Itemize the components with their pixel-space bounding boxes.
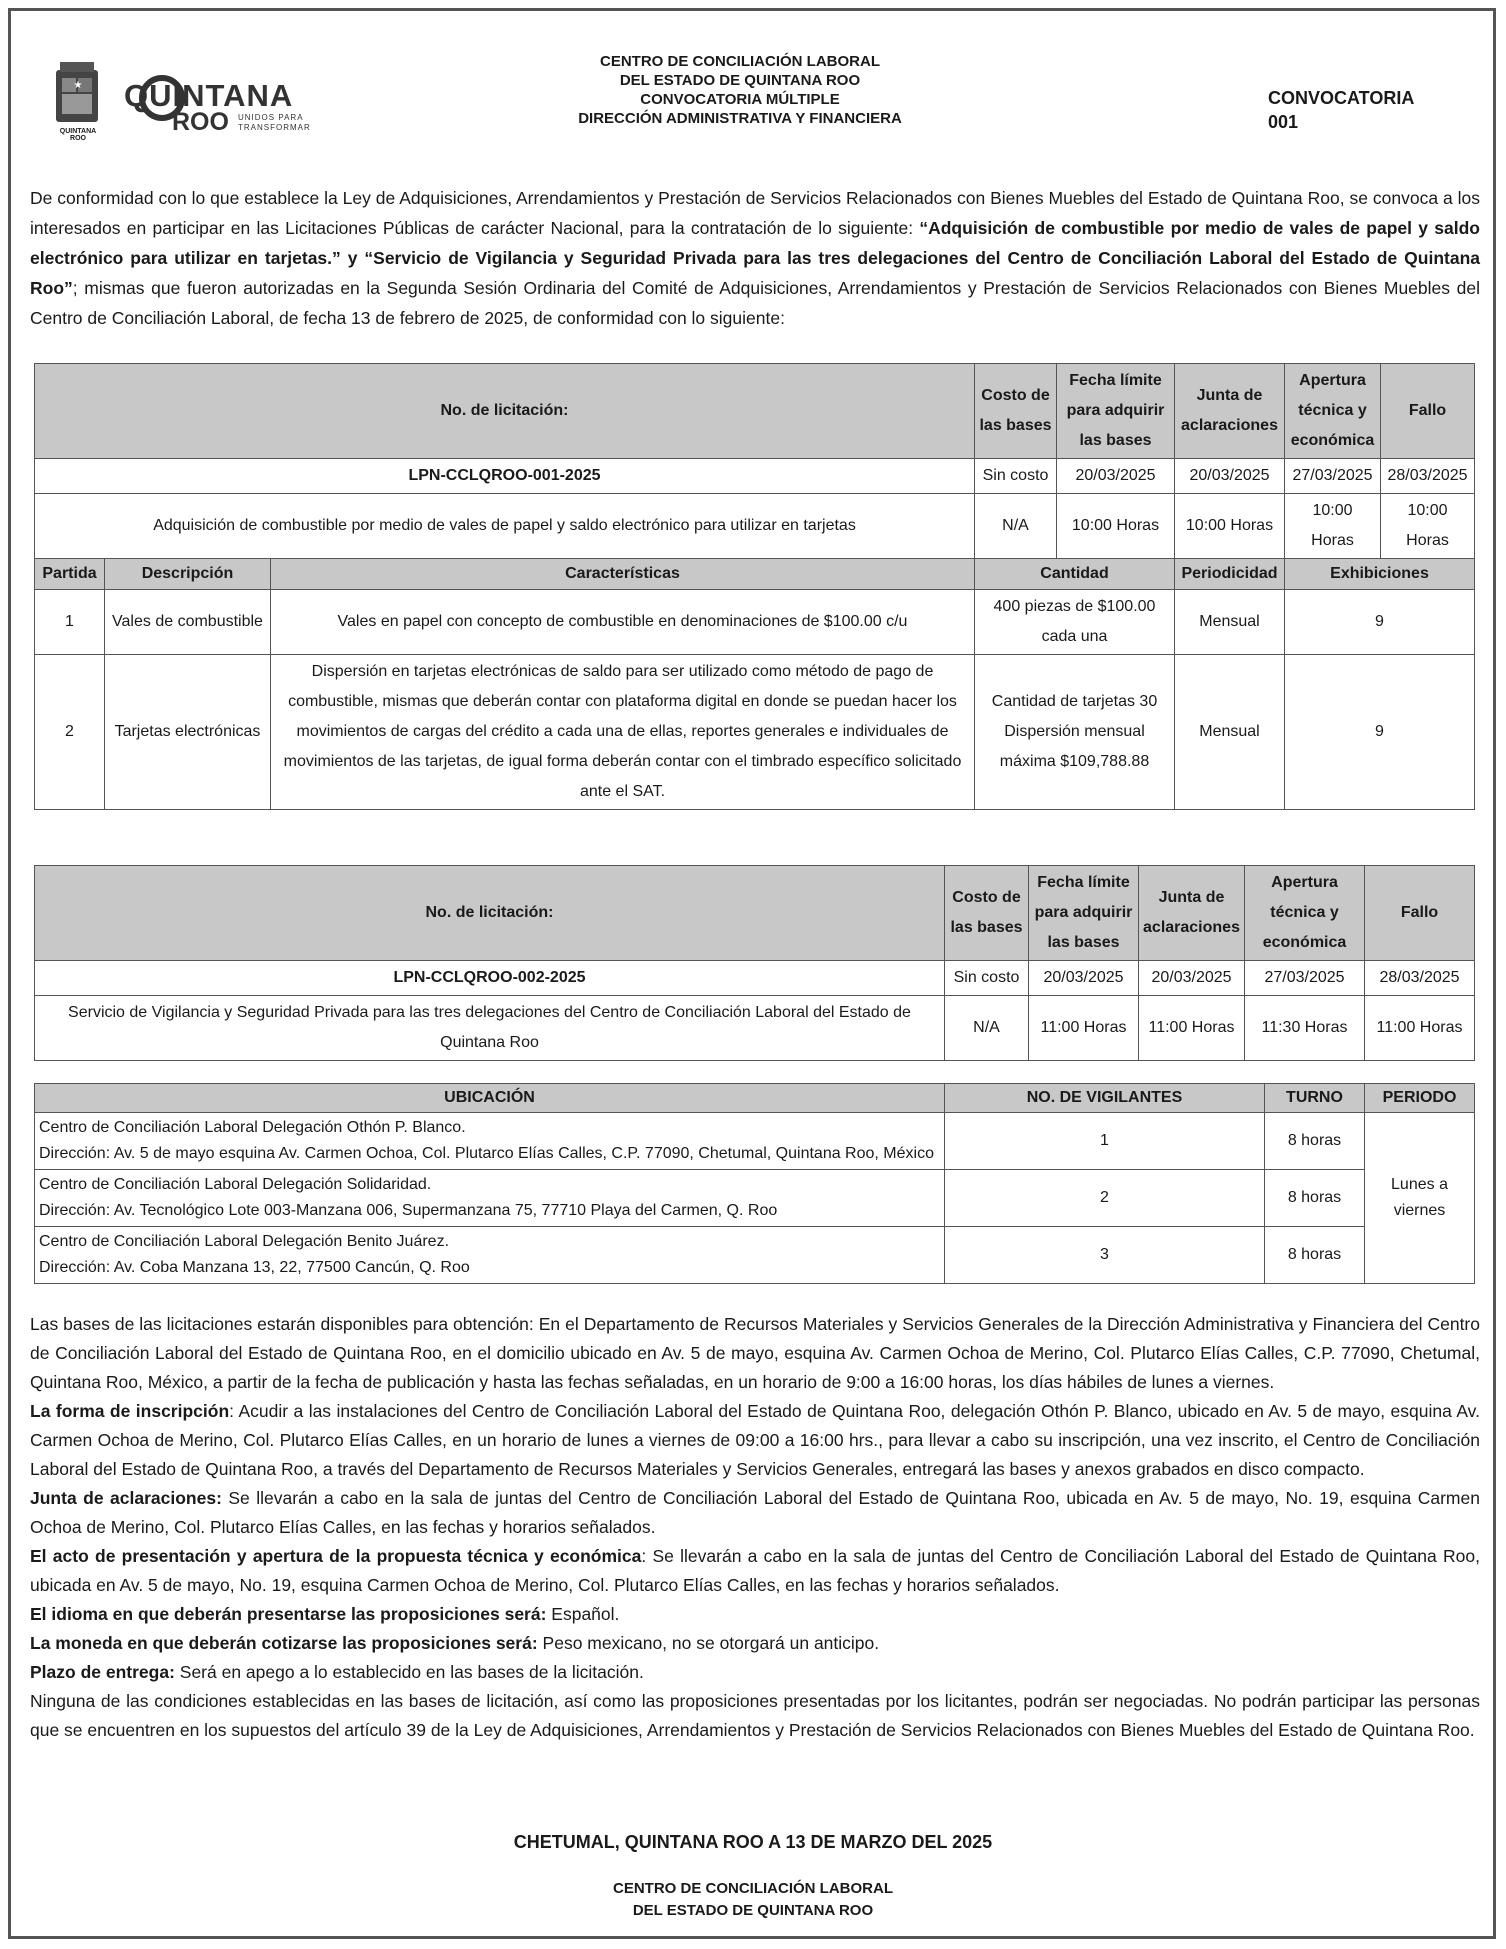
licitacion-descripcion: Adquisición de combustible por medio de vales de papel y saldo electrónico para utilizar en tarjetas [35,494,975,559]
junta-hora: 11:00 Horas [1139,996,1245,1061]
table-row [35,1170,1475,1227]
idioma-text: Español. [546,1604,620,1624]
subheader-exhibiciones: Exhibiciones [1285,559,1475,590]
subheader-cantidad: Cantidad [975,559,1175,590]
licitacion-number: LPN-CCLQROO-002-2025 [35,961,945,996]
subheader-ubicacion: UBICACIÓN [35,1084,945,1113]
fallo-hora: 10:00 Horas [1381,494,1475,559]
junta-label: Junta de aclaraciones: [30,1488,222,1508]
periodo-cell: Lunes a viernes [1365,1113,1475,1284]
subheader-partida: Partida [35,559,105,590]
body-text [30,1310,1480,1745]
costo-value: N/A [945,996,1029,1061]
periodicidad-cell: Mensual [1175,590,1285,655]
table-row [35,1227,1475,1284]
ubicacion-direccion: Dirección: Av. Tecnológico Lote 003-Manzana 006, Supermanzana 75, 77710 Playa del Carmen, Q. Roo [39,1202,778,1219]
ubicacion-direccion: Dirección: Av. 5 de mayo esquina Av. Carmen Ochoa, Col. Plutarco Elías Calles, C.P. 77090, Chetumal, Quintana Roo, México [39,1145,934,1162]
convocatoria-title: CONVOCATORIA [1268,88,1415,108]
inscripcion-paragraph [30,1397,1480,1484]
junta-text: Se llevarán a cabo en la sala de juntas del Centro de Conciliación Laboral del Estado de Quintana Roo, ubicada en Av. 5 de mayo, No. 19, esquina Carmen Ochoa de Merino, Col. Plutarco Elías Calles, en las fechas y horarios señalados. [30,1488,1480,1537]
exhibiciones-cell: 9 [1285,655,1475,810]
apertura-value: 27/03/2025 [1285,459,1381,494]
header-costo: Costo de las bases [945,866,1029,961]
moneda-text: Peso mexicano, no se otorgará un anticipo. [537,1633,880,1653]
fecha-limite-hora: 11:00 Horas [1029,996,1139,1061]
acto-text: : Se llevarán a cabo en la sala de juntas del Centro de Conciliación Laboral del Estado de Quintana Roo, ubicada en Av. 5 de mayo, No. 19, esquina Carmen Ochoa de Merino, Col. Plutarco Elías Calles, en las fechas y horarios señalados. [30,1546,1480,1595]
fallo-value: 28/03/2025 [1381,459,1475,494]
header-fecha-limite: Fecha límite para adquirir las bases [1057,364,1175,459]
header-licitacion: No. de licitación: [35,866,945,961]
licitacion-number: LPN-CCLQROO-001-2025 [35,459,975,494]
vigilantes-cell: 2 [945,1170,1265,1227]
moneda-label: La moneda en que deberán cotizarse las proposiciones será: [30,1633,538,1653]
header-apertura: Apertura técnica y económica [1245,866,1365,961]
header-line-1: CENTRO DE CONCILIACIÓN LABORAL [600,53,880,70]
convocatoria-label [1268,86,1414,134]
subheader-caracteristicas: Características [271,559,975,590]
costo-value: Sin costo [975,459,1057,494]
header-fecha-limite: Fecha límite para adquirir las bases [1029,866,1139,961]
apertura-hora: 10:00 Horas [1285,494,1381,559]
table1-subheader-row [35,559,1475,590]
junta-hora: 10:00 Horas [1175,494,1285,559]
acto-paragraph [30,1542,1480,1600]
header-line-3: CONVOCATORIA MÚLTIPLE [640,91,840,108]
partida-cell: 1 [35,590,105,655]
header-line-2: DEL ESTADO DE QUINTANA ROO [619,72,861,89]
plazo-label: Plazo de entrega: [30,1662,175,1682]
ubicacion-cell [35,1113,945,1170]
caracteristicas-cell: Vales en papel con concepto de combustible en denominaciones de $100.00 c/u [271,590,975,655]
acto-label: El acto de presentación y apertura de la propuesta técnica y económica [30,1546,642,1566]
apertura-hora: 11:30 Horas [1245,996,1365,1061]
ninguna-paragraph: Ninguna de las condiciones establecidas en las bases de licitación, así como las proposiciones presentadas por los licitantes, podrán ser negociadas. No podrán participar las personas que se encuentren en los supuestos del artículo 39 de la Ley de Adquisiciones, Arrendamientos y Prestación de Servicios Relacionados con Bienes Muebles del Estado de Quintana Roo. [30,1691,1480,1740]
ubicacion-nombre: Centro de Conciliación Laboral Delegación Solidaridad. [39,1176,432,1193]
seal-caption: QUINTANA ROO [59,128,97,142]
table-ubicaciones [34,1083,1475,1284]
periodicidad-cell: Mensual [1175,655,1285,810]
subheader-periodicidad: Periodicidad [1175,559,1285,590]
quintana-roo-logo [54,58,311,148]
plazo-paragraph [30,1658,1480,1687]
table-licitacion-001 [34,363,1475,810]
inscripcion-text: : Acudir a las instalaciones del Centro de Conciliación Laboral del Estado de Quintana Roo, delegación Othón P. Blanco, ubicado en Av. 5 de mayo, esquina Av. Carmen Ochoa de Merino, Col. Plutarco Elías Calles, en un horario de lunes a viernes de 09:00 a 16:00 hrs., para llevar a cabo su inscripción, una vez inscrito, el Centro de Conciliación Laboral del Estado de Quintana Roo, a través del Departamento de Recursos Materiales y Servicios Generales, entregará las bases y anexos grabados en disco compacto. [30,1401,1480,1479]
header-costo: Costo de las bases [975,364,1057,459]
table2-header-row [35,866,1475,961]
subheader-periodo: PERIODO [1365,1084,1475,1113]
fallo-value: 28/03/2025 [1365,961,1475,996]
cantidad-cell: Cantidad de tarjetas 30 Dispersión mensual máxima $109,788.88 [975,655,1175,810]
header-apertura: Apertura técnica y económica [1285,364,1381,459]
signature-line-1: CENTRO DE CONCILIACIÓN LABORAL [613,1880,893,1897]
fallo-hora: 11:00 Horas [1365,996,1475,1061]
ubicacion-cell [35,1170,945,1227]
fecha-limite-value: 20/03/2025 [1057,459,1175,494]
brand-top: QUINTANA [124,78,294,113]
descripcion-cell: Tarjetas electrónicas [105,655,271,810]
idioma-paragraph [30,1600,1480,1629]
intro-paragraph [30,183,1480,333]
apertura-value: 27/03/2025 [1245,961,1365,996]
table1-header-row [35,364,1475,459]
fecha-limite-hora: 10:00 Horas [1057,494,1175,559]
header-licitacion: No. de licitación: [35,364,975,459]
licitacion-descripcion: Servicio de Vigilancia y Seguridad Privada para las tres delegaciones del Centro de Conciliación Laboral del Estado de Quintana Roo [35,996,945,1061]
table2-row-descripcion [35,996,1475,1061]
table-licitacion-002 [34,865,1475,1061]
junta-value: 20/03/2025 [1175,459,1285,494]
signature-line-2: DEL ESTADO DE QUINTANA ROO [632,1902,874,1919]
subheader-turno: TURNO [1265,1084,1365,1113]
table-row [35,590,1475,655]
idioma-label: El idioma en que deberán presentarse las proposiciones será: [30,1604,547,1624]
vigilantes-cell: 3 [945,1227,1265,1284]
intro-text-1: De conformidad con lo que establece la Ley de Adquisiciones, Arrendamientos y Prestación de Servicios Relacionados con Bienes Muebles del Estado de Quintana Roo, se convoca a los interesados en participar en las Licitaciones Públicas de carácter Nacional, para la contratación de lo siguiente: [30,188,1480,238]
plazo-text: Será en apego a lo establecido en las bases de la licitación. [174,1662,644,1682]
ubicacion-direccion: Dirección: Av. Coba Manzana 13, 22, 77500 Cancún, Q. Roo [39,1259,470,1276]
ubicacion-cell [35,1227,945,1284]
table1-row-licitacion [35,459,1475,494]
vigilantes-cell: 1 [945,1113,1265,1170]
turno-cell: 8 horas [1265,1227,1365,1284]
junta-value: 20/03/2025 [1139,961,1245,996]
cantidad-cell: 400 piezas de $100.00 cada una [975,590,1175,655]
intro-text-2: y [340,248,365,268]
turno-cell: 8 horas [1265,1113,1365,1170]
exhibiciones-cell: 9 [1285,590,1475,655]
table-row [35,1113,1475,1170]
costo-value: N/A [975,494,1057,559]
header-junta: Junta de aclaraciones [1175,364,1285,459]
tagline-2: TRANSFORMAR [238,123,311,132]
place-date: CHETUMAL, QUINTANA ROO A 13 DE MARZO DEL 2025 [513,1832,993,1852]
header-line-4: DIRECCIÓN ADMINISTRATIVA Y FINANCIERA [578,110,902,127]
turno-cell: 8 horas [1265,1170,1365,1227]
descripcion-cell: Vales de combustible [105,590,271,655]
ubicacion-header-row [35,1084,1475,1113]
ubicacion-nombre: Centro de Conciliación Laboral Delegación Benito Juárez. [39,1233,450,1250]
header-fallo: Fallo [1381,364,1475,459]
intro-text-3: ; mismas que fueron autorizadas en la Segunda Sesión Ordinaria del Comité de Adquisiciones, Arrendamientos y Prestación de Servicios Relacionados con Bienes Muebles del Centro de Conciliación Laboral, de fecha 13 de febrero de 2025, de conformidad con lo siguiente: [30,278,1480,328]
header-title [470,52,1010,128]
intro-bold-2: “Servicio de Vigilancia y Seguridad Privada para las tres delegaciones del Centro de Conciliación Laboral del Estado de Quintana Roo” [30,248,1480,298]
table2-row-licitacion [35,961,1475,996]
subheader-vigilantes: NO. DE VIGILANTES [945,1084,1265,1113]
costo-value: Sin costo [945,961,1029,996]
table1-row-descripcion [35,494,1475,559]
caracteristicas-cell: Dispersión en tarjetas electrónicas de saldo para ser utilizado como método de pago de combustible, mismas que deberán contar con plataforma digital en donde se puedan hacer los movimientos de cargas del crédito a cada una de ellas, reportes generales e individuales de movimientos de las tarjetas, de igual forma deberán contar con el timbrado específico solicitado ante el SAT. [271,655,975,810]
inscripcion-label: La forma de inscripción [30,1401,230,1421]
bases-paragraph: Las bases de las licitaciones estarán disponibles para obtención: En el Departamento de Recursos Materiales y Servicios Generales de la Dirección Administrativa y Financiera del Centro de Conciliación Laboral del Estado de Quintana Roo, en el domicilio ubicado en Av. 5 de mayo, esquina Av. Carmen Ochoa de Merino, Col. Plutarco Elías Calles, C.P. 77090, Chetumal, Quintana Roo, México, a partir de la fecha de publicación y hasta las fechas señaladas, en un horario de 9:00 a 16:00 horas, los días hábiles de lunes a viernes. [30,1314,1480,1392]
junta-paragraph [30,1484,1480,1542]
intro-bold-1: “Adquisición de combustible por medio de vales de papel y saldo electrónico para utilizar en tarjetas.” [30,218,1480,268]
svg-text:★: ★ [73,80,83,91]
partida-cell: 2 [35,655,105,810]
convocatoria-number: 001 [1268,112,1299,132]
moneda-paragraph [30,1629,1480,1658]
table-row [35,655,1475,810]
header-fallo: Fallo [1365,866,1475,961]
header-junta: Junta de aclaraciones [1139,866,1245,961]
ubicacion-nombre: Centro de Conciliación Laboral Delegación Othón P. Blanco. [39,1119,466,1136]
brand-bottom: ROO [172,108,229,136]
fecha-limite-value: 20/03/2025 [1029,961,1139,996]
subheader-descripcion: Descripción [105,559,271,590]
tagline-1: UNIDOS PARA [238,113,304,122]
